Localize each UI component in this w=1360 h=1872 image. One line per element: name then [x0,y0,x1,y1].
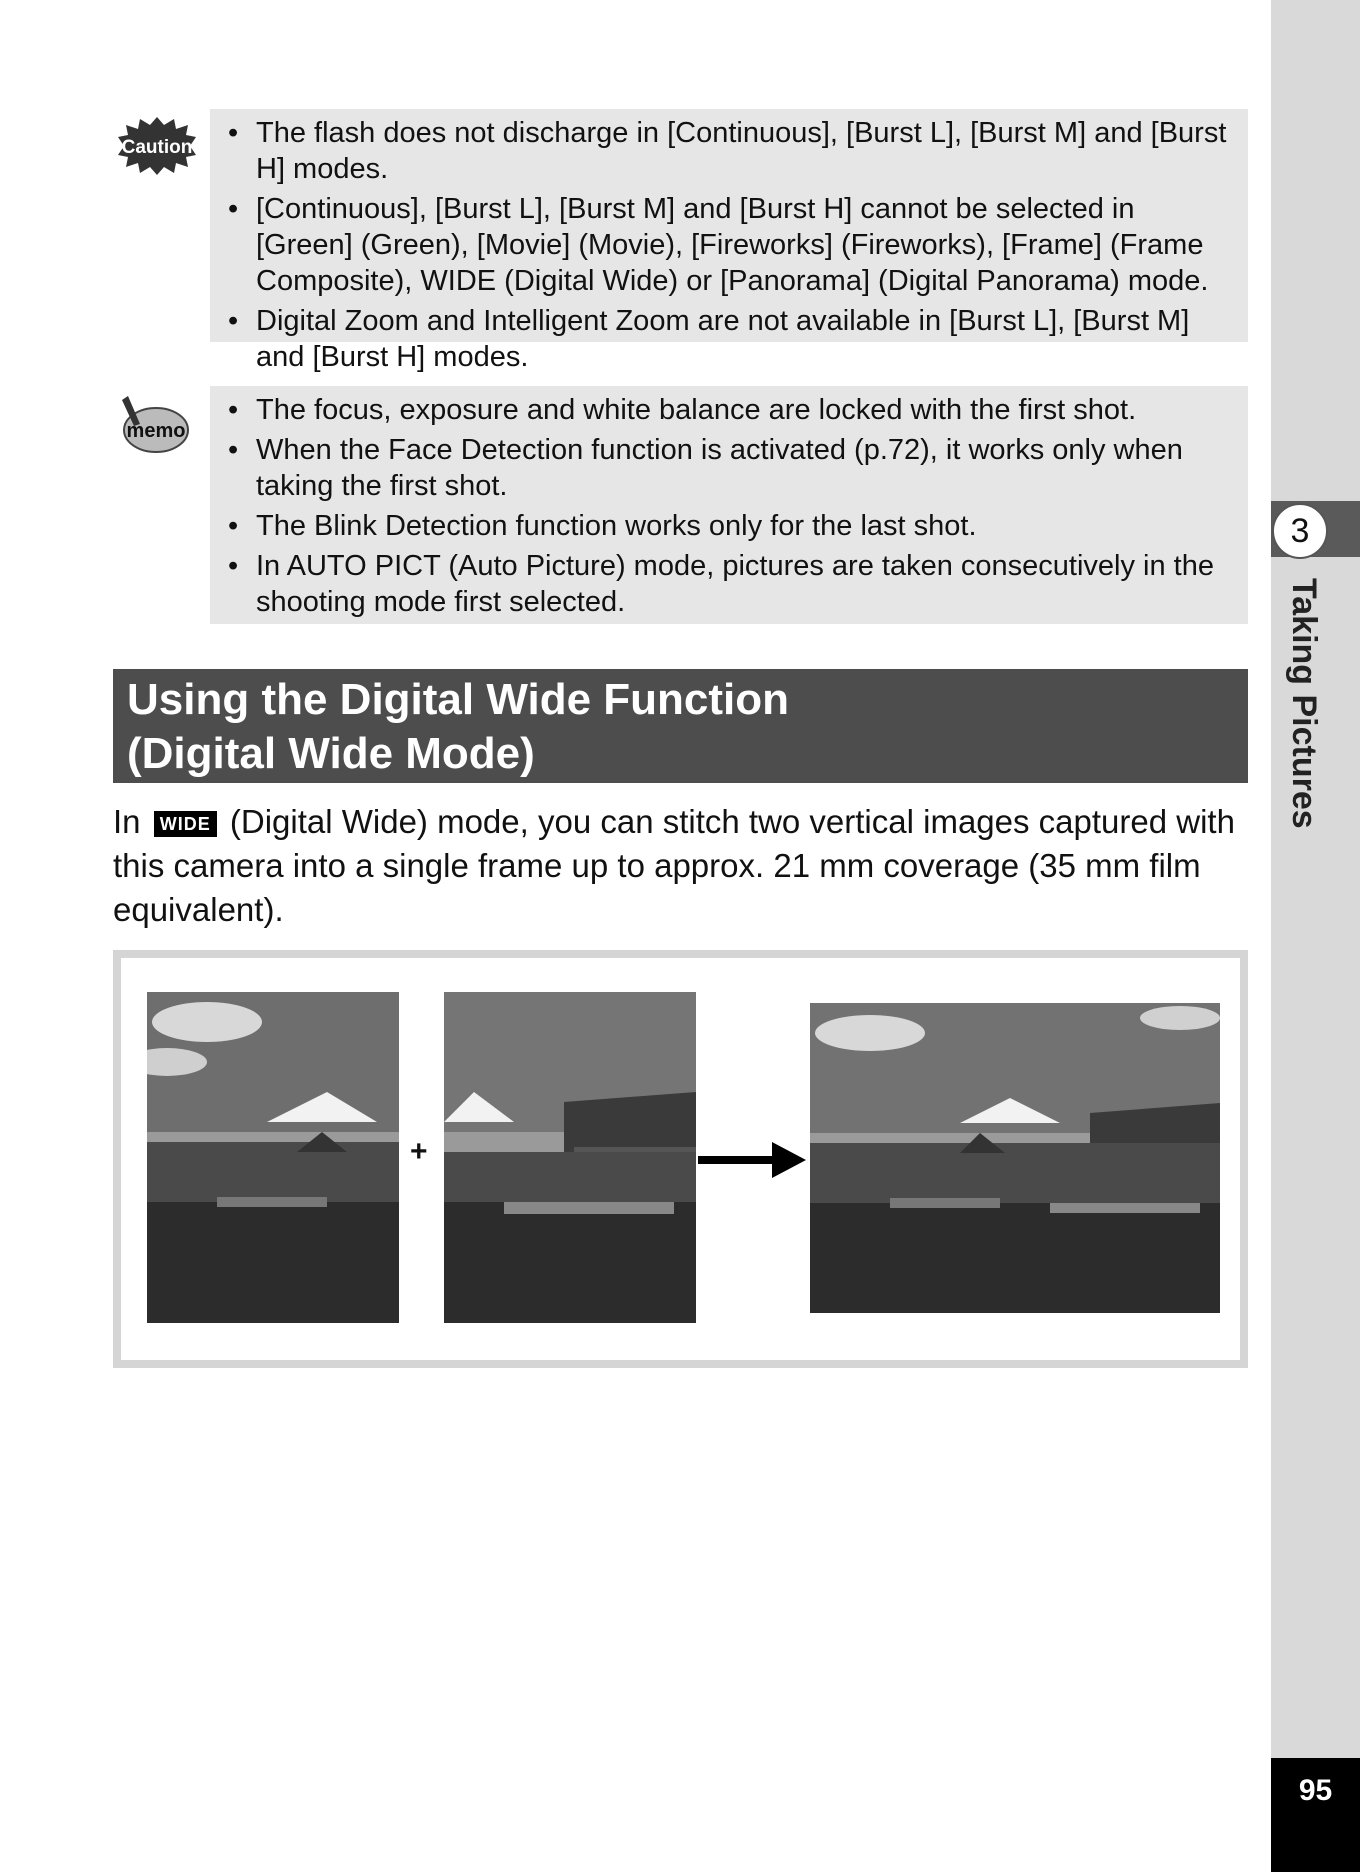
side-tab [1271,0,1360,1872]
memo-item: • In AUTO PICT (Auto Picture) mode, pictures are taken consecutively in the shooting mode first selected. [210,548,1248,620]
section-title [113,669,1248,783]
memo-item: • When the Face Detection function is activated (p.72), it works only when taking the first shot. [210,432,1248,504]
caution-item: • The flash does not discharge in [Continuous], [Burst L], [Burst M] and [Burst H] modes. [210,115,1248,187]
stitched-wide-photo [810,1003,1220,1313]
intro-paragraph [113,800,1248,932]
memo-icon-label: memo [126,420,186,442]
memo-box [210,386,1248,624]
chapter-number: 3 [1272,503,1328,559]
digital-wide-icon: WIDE [154,811,217,837]
intro-prefix: In [113,803,141,840]
section-title-line1: Using the Digital Wide Function [127,675,790,724]
memo-item: • The focus, exposure and white balance are locked with the first shot. [210,392,1248,428]
left-photo [147,992,399,1323]
caution-item: • Digital Zoom and Intelligent Zoom are not available in [Burst L], [Burst M] and [Burst H] modes. [210,303,1248,375]
caution-icon [116,115,198,177]
chapter-title: Taking Pictures [1285,578,1323,829]
caution-item: • [Continuous], [Burst L], [Burst M] and [Burst H] cannot be selected in [Green] (Green), [Movie] (Movie), [Fireworks] (Fireworks), [Frame] (Frame Composite), WIDE (Digital Wide) or [Panorama] (Digital Panorama) mode. [210,191,1248,299]
page-number: 95 [1271,1758,1360,1872]
memo-icon [114,394,190,456]
caution-box [210,109,1248,373]
memo-item: • The Blink Detection function works only for the last shot. [210,508,1248,544]
intro-text: (Digital Wide) mode, you can stitch two vertical images captured with this camera into a single frame up to approx. 21 mm coverage (35 mm film equivalent). [113,803,1235,928]
caution-icon-label: Caution [121,137,193,158]
section-title-line2: (Digital Wide Mode) [127,729,535,778]
plus-sign: + [410,1135,428,1168]
right-photo [444,992,696,1323]
arrow-right-icon [698,1142,806,1178]
